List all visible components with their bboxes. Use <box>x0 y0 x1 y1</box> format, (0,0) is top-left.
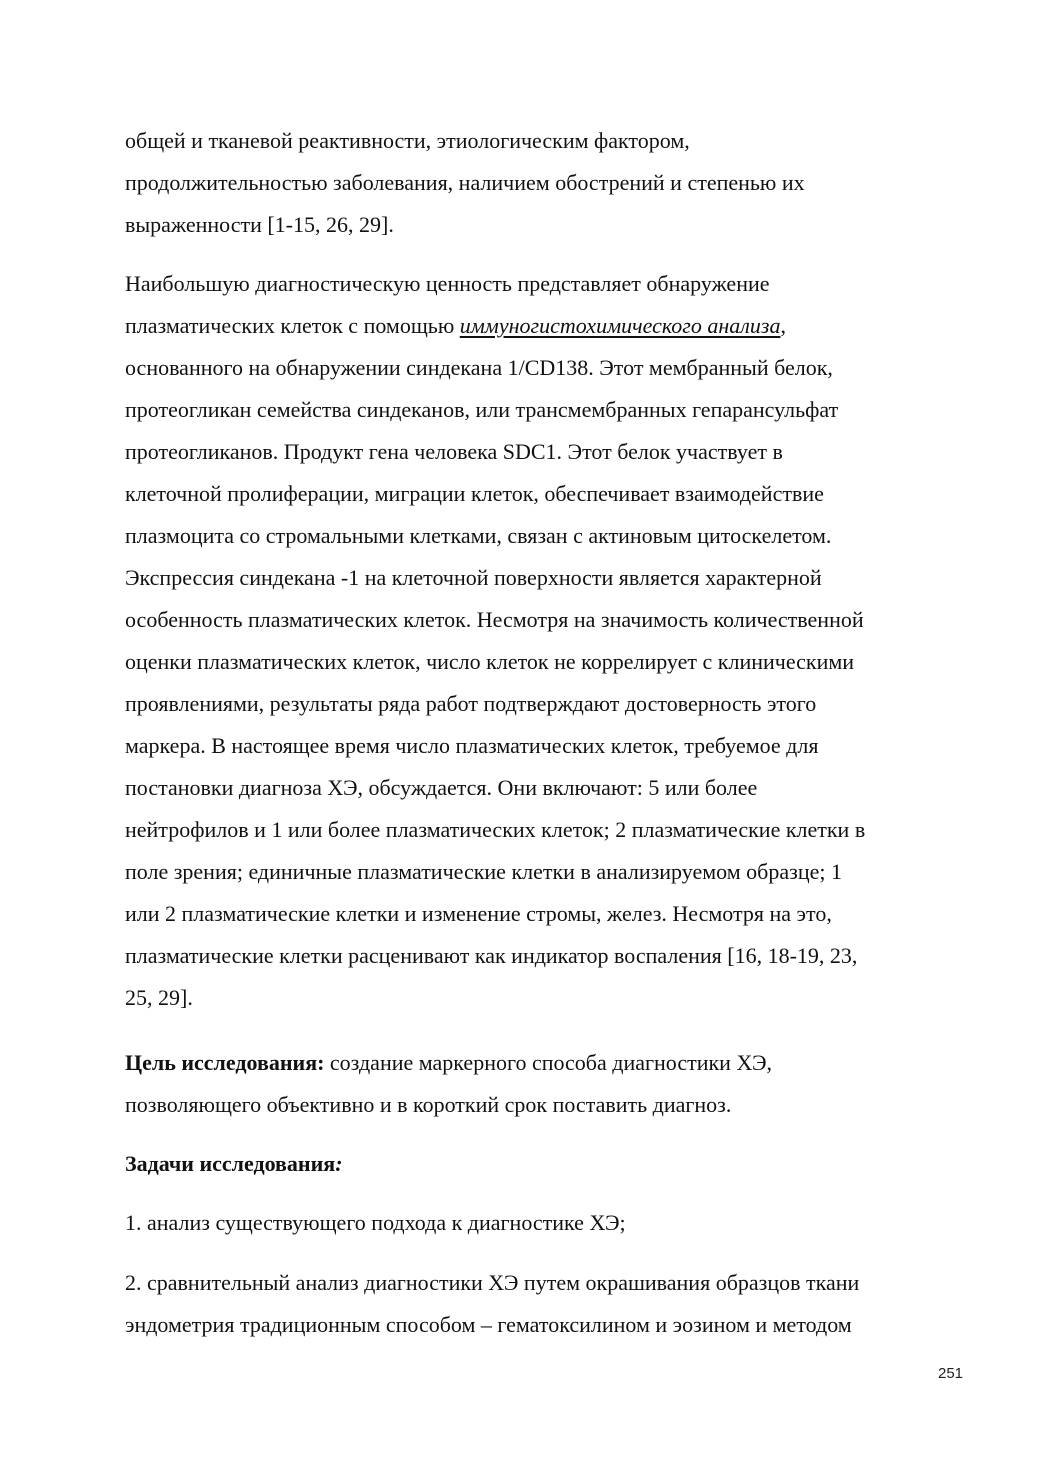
text-line: проявлениями, результаты ряда работ подтверждают достоверность этого <box>125 691 817 716</box>
text-line: 25, 29]. <box>125 985 193 1010</box>
ihc-analysis-link[interactable]: иммуногистохимического анализа <box>459 313 781 338</box>
paragraph-intro <box>125 120 955 246</box>
goal-label: Цель исследования: <box>125 1050 325 1075</box>
text-line: плазматические клетки расценивают как индикатор воспаления [16, 18-19, 23, <box>125 943 858 968</box>
text-line: Экспрессия синдекана -1 на клеточной поверхности является характерной <box>125 565 822 590</box>
tasks-heading-colon: : <box>335 1151 343 1176</box>
text-line: позволяющего объективно и в короткий срок поставить диагноз. <box>125 1092 732 1117</box>
text-line: маркера. В настоящее время число плазматических клеток, требуемое для <box>125 733 819 758</box>
text-line: основанного на обнаружении синдекана 1/CD138. Этот мембранный белок, <box>125 355 833 380</box>
text-line: плазмоцита со стромальными клетками, связан с актиновым цитоскелетом. <box>125 523 832 548</box>
text-line: продолжительностью заболевания, наличием обострений и степенью их <box>125 170 805 195</box>
text-line: выраженности [1-15, 26, 29]. <box>125 212 394 237</box>
task-item-2 <box>125 1262 955 1346</box>
paragraph-diagnostics <box>125 263 955 1019</box>
text-line: Наибольшую диагностическую ценность представляет обнаружение <box>125 271 770 296</box>
text-segment: , <box>780 313 786 338</box>
text-line: оценки плазматических клеток, число клеток не коррелирует с клиническими <box>125 649 855 674</box>
tasks-heading-text: Задачи исследования <box>125 1151 336 1176</box>
text-line: 1. анализ существующего подхода к диагностике ХЭ; <box>125 1210 626 1235</box>
text-line <box>125 305 955 347</box>
text-segment: плазматических клеток с помощью <box>125 313 460 338</box>
paragraph-goal <box>125 1042 955 1126</box>
text-line: протеогликан семейства синдеканов, или трансмембранных гепарансульфат <box>125 397 839 422</box>
text-line: 2. сравнительный анализ диагностики ХЭ путем окрашивания образцов ткани <box>125 1270 860 1295</box>
text-line: или 2 плазматические клетки и изменение стромы, желез. Несмотря на это, <box>125 901 832 926</box>
text-line: поле зрения; единичные плазматические клетки в анализируемом образце; 1 <box>125 859 842 884</box>
task-item-1 <box>125 1202 955 1244</box>
text-line: общей и тканевой реактивности, этиологическим фактором, <box>125 128 690 153</box>
text-line <box>125 1042 955 1084</box>
text-line: нейтрофилов и 1 или более плазматических клеток; 2 плазматические клетки в <box>125 817 866 842</box>
page-number: 251 <box>938 1365 964 1382</box>
tasks-heading <box>125 1143 955 1185</box>
text-line: особенность плазматических клеток. Несмотря на значимость количественной <box>125 607 864 632</box>
text-line: клеточной пролиферации, миграции клеток, обеспечивает взаимодействие <box>125 481 824 506</box>
goal-text: создание маркерного способа диагностики ХЭ, <box>324 1050 773 1075</box>
text-line: эндометрия традиционным способом – гематоксилином и эозином и методом <box>125 1312 852 1337</box>
text-line: протеогликанов. Продукт гена человека SDC1. Этот белок участвует в <box>125 439 783 464</box>
text-line <box>125 1143 955 1185</box>
text-line: постановки диагноза ХЭ, обсуждается. Они включают: 5 или более <box>125 775 758 800</box>
